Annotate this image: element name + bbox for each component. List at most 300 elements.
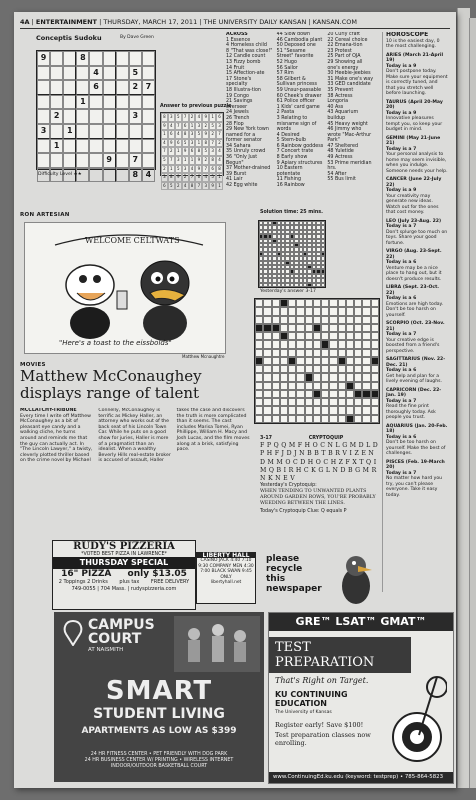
sudoku-cell	[50, 124, 63, 139]
puzzle-square	[371, 365, 379, 373]
sudoku-cell	[63, 109, 76, 124]
puzzle-square	[354, 373, 362, 381]
liberty-showtimes: CASINO JACK 4:40 7:10 9:30 COMPANY MEN 4:30 7:00 BLACK SWAN 9:45 ONLY	[198, 558, 254, 580]
puzzle-square	[272, 349, 280, 357]
puzzle-square	[263, 382, 271, 390]
crossword-clue: 31 Make one's way	[327, 76, 374, 82]
puzzle-square	[255, 398, 263, 406]
puzzle-square	[371, 332, 379, 340]
puzzle-square	[346, 365, 354, 373]
puzzle-square	[346, 340, 354, 348]
puzzle-square	[362, 382, 370, 390]
across-title: ACROSS	[226, 32, 248, 37]
puzzle-square	[272, 357, 280, 365]
puzzle-square	[263, 316, 271, 324]
crossword-clue: 44 Slow down	[276, 32, 310, 37]
puzzle-square	[272, 415, 280, 423]
sudoku-cell: 9	[37, 51, 50, 66]
sign-name: TAURUS (April 20-May 20)	[386, 99, 443, 110]
ku-org-sub: The University of Kansas	[275, 710, 332, 715]
sign-text: Get help and plan for a lively evening of laughs.	[386, 373, 442, 384]
crossword-clue: 17 Stone's specialty	[226, 76, 252, 88]
answer-cell: 9	[161, 122, 168, 131]
recycle-line-4: newspaper	[266, 584, 322, 594]
puzzle-square	[321, 307, 329, 315]
puzzle-square	[338, 415, 346, 423]
puzzle-square	[255, 373, 263, 381]
puzzle-square	[354, 307, 362, 315]
horoscope-entry	[386, 388, 448, 421]
cryptoquip-answer-label: Yesterday's Cryptoquip:	[260, 483, 317, 489]
sudoku-cell	[89, 153, 102, 168]
answer-cell: 3	[168, 113, 175, 122]
answer-cell: 9	[182, 147, 189, 156]
puzzle-square	[313, 390, 321, 398]
campus-name-1: CAMPUS	[88, 617, 155, 633]
article-section: MOVIES	[20, 362, 46, 368]
sudoku-answer-grid	[160, 112, 224, 188]
sign-text: No matter how hard you try, you can't please everyone. Take it easy today.	[386, 476, 443, 498]
sudoku-cell	[116, 66, 129, 81]
crossword-clue: 22 Cereal choice	[327, 37, 368, 43]
campus-price: APARTMENTS AS LOW AS $399	[81, 726, 237, 736]
puzzle-square	[263, 299, 271, 307]
sudoku-cell	[50, 80, 63, 95]
puzzle-square	[296, 299, 304, 307]
answer-cell: 3	[209, 147, 216, 156]
sudoku-cell	[63, 51, 76, 66]
sudoku-cell: 7	[129, 153, 142, 168]
answer-cell: 2	[202, 156, 209, 165]
answer-cell: 3	[189, 130, 196, 139]
crossword-clue: 33 GED candidate	[327, 82, 371, 88]
puzzle-square	[313, 382, 321, 390]
article-text: Every time I write off Matthew McConaughey as a bit of pleasant eye candy and a walking cliche, he turns around and reminds me that the guy can actually act. In "The Lincoln Lawyer," a twisty, cleverly plotted thriller based on the crime novel by Michael Connelly, McConaughey is terrific as Mickey Haller, an attorney who works out of the back seat of his Lincoln Town Car. While he puts on a good show for juries, Haller is more of a pragmatist than an idealist. When a wealthy Beverly Hills real-estate broker is accused of assault, Haller takes the case and discovers the truth is more complicated than it seems. The cast includes Marisa Tomei, Ryan Phillippe, William H. Macy and Josh Lucas, and the film moves along at a brisk, satisfying pace.	[20, 408, 250, 464]
puzzle-square	[313, 340, 321, 348]
puzzle-square	[329, 316, 337, 324]
puzzle-square	[305, 382, 313, 390]
puzzle-square	[362, 398, 370, 406]
puzzle-square	[354, 365, 362, 373]
sudoku-cell	[37, 139, 50, 154]
sign-name: VIRGO (Aug. 23-Sept. 22)	[386, 249, 442, 260]
puzzle-square	[362, 373, 370, 381]
sudoku-cell	[103, 124, 116, 139]
puzzle-square	[288, 340, 296, 348]
sign-name: SAGITTARIUS (Nov. 22-Dec. 21)	[386, 357, 446, 368]
crossword-clue: 53 Prime meridian hrs.	[327, 160, 372, 172]
puzzle-square	[321, 373, 329, 381]
sudoku-cell	[89, 109, 102, 124]
answer-cell: 8	[195, 147, 202, 156]
horoscope-entry	[386, 219, 448, 247]
page-number: 4A	[20, 18, 30, 26]
crossword-clue: 10 Eastern potentate	[276, 166, 303, 177]
sign-name: LEO (July 23-Aug. 22)	[386, 218, 442, 224]
answer-cell: 9	[175, 173, 182, 182]
puzzle-square	[255, 357, 263, 365]
puzzle-square	[354, 340, 362, 348]
sign-rating: Today is a 6	[386, 296, 417, 301]
answer-cell: 6	[182, 122, 189, 131]
sudoku-cell	[76, 153, 89, 168]
sudoku-cell	[142, 66, 155, 81]
paper-site: KANSAN.COM	[312, 18, 357, 26]
puzzle-square	[371, 373, 379, 381]
crossword-clue: 42 Egg white	[226, 183, 258, 189]
article-body	[20, 408, 250, 534]
puzzle-square	[272, 307, 280, 315]
puzzle-square	[338, 307, 346, 315]
puzzle-square	[329, 299, 337, 307]
horoscope-entry	[386, 460, 448, 499]
rudys-delivery: FREE DELIVERY	[150, 579, 190, 585]
crossword-clue: 21 Savings overseer	[226, 99, 253, 110]
answer-cell: 5	[175, 113, 182, 122]
answer-cell: 9	[195, 165, 202, 174]
crossword-clue: 23 Protest	[327, 48, 352, 54]
answer-cell: 5	[175, 165, 182, 174]
sudoku-cell: 2	[129, 80, 142, 95]
puzzle-square	[362, 299, 370, 307]
sudoku-cell	[142, 109, 155, 124]
answer-cell: 3	[161, 173, 168, 182]
puzzle-square	[272, 365, 280, 373]
puzzle-square	[313, 349, 321, 357]
sudoku-cell	[116, 109, 129, 124]
clue-list	[226, 32, 374, 189]
issue-date: THURSDAY, MARCH 17, 2011	[103, 18, 198, 26]
campus-court-ad[interactable]	[54, 612, 264, 782]
crossword-clue: 51 "Sesame Street" favorite	[276, 48, 314, 60]
horoscope-entry	[386, 357, 448, 385]
answer-cell: 8	[202, 139, 209, 148]
sudoku-cell	[129, 51, 142, 66]
sudoku-cell	[50, 95, 63, 110]
puzzle-square	[329, 398, 337, 406]
sudoku-cell	[129, 139, 142, 154]
puzzle-square	[313, 324, 321, 332]
sudoku-cell	[142, 95, 155, 110]
puzzle-square	[329, 390, 337, 398]
ku-url[interactable]: www.ContinuingEd.ku.edu (keyword: testprep) • 785-864-5823	[269, 772, 453, 783]
puzzle-square	[329, 340, 337, 348]
puzzle-square	[338, 340, 346, 348]
puzzle-square	[272, 340, 280, 348]
crossword-clue: 26 Trench	[226, 115, 250, 121]
crossword-clue: 54 After	[327, 171, 347, 177]
puzzle-square	[346, 332, 354, 340]
test-names: GRE™ LSAT™ GMAT™	[269, 613, 453, 631]
yesterday-crossword-grid	[258, 220, 326, 288]
sudoku-cell: 9	[103, 153, 116, 168]
puzzle-square	[313, 307, 321, 315]
puzzle-square	[272, 390, 280, 398]
sign-text: Your creative edge is boosted from a friend's perspective.	[386, 337, 440, 354]
stacked-page-edge-back	[469, 18, 476, 788]
sudoku-cell	[103, 95, 116, 110]
answer-cell: 8	[168, 173, 175, 182]
rudys-price-note: plus tax	[119, 579, 140, 585]
crossword-clue: 36 "Only Just Begun"	[226, 155, 258, 166]
puzzle-square	[321, 382, 329, 390]
sudoku-cell: 8	[129, 168, 142, 183]
answer-cell: 7	[202, 165, 209, 174]
answer-cell: 6	[161, 182, 168, 191]
puzzle-square	[338, 382, 346, 390]
sign-name: PISCES (Feb. 19-March 20)	[386, 459, 445, 470]
crossword-clue: 7 Concert trate	[276, 149, 314, 155]
puzzle-square	[296, 307, 304, 315]
register-cta: Register early! Save $100!	[275, 721, 364, 729]
answer-cell: 2	[189, 113, 196, 122]
sign-name: ARIES (March 21-April 19)	[386, 52, 444, 63]
map-pin-icon	[60, 620, 86, 646]
cartoon-caption: "Here's a toast to the eissbolds"	[59, 339, 172, 347]
liberty-site: libertyhall.net	[210, 580, 242, 586]
answer-cell: 1	[182, 156, 189, 165]
answer-cell: 4	[216, 147, 223, 156]
sudoku-cell: 6	[89, 80, 102, 95]
crossword-clue: 15 Affection-ate	[226, 71, 265, 77]
puzzle-square	[354, 390, 362, 398]
puzzle-square	[288, 406, 296, 414]
cryptoquip-clue: Today's Cryptoquip Clue: Q equals P	[260, 509, 347, 515]
recycle-line-2: recycle	[266, 564, 303, 574]
cartoon-banner: WELCOME CELTWATS	[85, 236, 180, 245]
puzzle-square	[255, 332, 263, 340]
crossword-clue: 58 Gilbert & Sullivan princess	[276, 76, 318, 88]
students-photo	[174, 616, 260, 672]
horoscope-signs	[386, 53, 448, 499]
answer-cell: 2	[161, 165, 168, 174]
answer-cell: 3	[216, 122, 223, 131]
crossword-clue: 12 Candle count	[226, 54, 266, 60]
crossword-clue: 29 Showing all one's energy	[327, 59, 363, 71]
puzzle-square	[280, 382, 288, 390]
answer-cell: 9	[168, 139, 175, 148]
puzzle-square	[329, 373, 337, 381]
puzzle-square	[346, 415, 354, 423]
puzzle-square	[296, 373, 304, 381]
sudoku-cell	[89, 124, 102, 139]
puzzle-square	[362, 307, 370, 315]
puzzle-square	[296, 316, 304, 324]
cryptoquip-code: F P Q Q M F H O C N L G M D L D P H F J D J N B B T B R V I Z E N D M M O C D H O C H Z F X T Q I M Q B I R H C K G L N D B G M R N K N E V	[260, 442, 379, 483]
puzzle-square	[371, 415, 379, 423]
movie-article-header	[20, 362, 250, 402]
puzzle-square	[280, 316, 288, 324]
answer-cell: 6	[195, 173, 202, 182]
puzzle-square	[362, 415, 370, 423]
sudoku-cell	[50, 51, 63, 66]
crossword-clue: 14 Fruit	[226, 65, 245, 71]
sudoku-cell: 8	[76, 51, 89, 66]
puzzle-square	[296, 365, 304, 373]
puzzle-square	[296, 398, 304, 406]
puzzle-square	[305, 299, 313, 307]
puzzle-square	[255, 324, 263, 332]
sudoku-cell	[116, 124, 129, 139]
sign-text: Read the fine print thoroughly today. Ask people you trust.	[386, 404, 436, 420]
puzzle-square	[346, 349, 354, 357]
paper-name: THE UNIVERSITY DAILY KANSAN	[203, 18, 307, 26]
answer-cell: 2	[216, 139, 223, 148]
sudoku-cell: 7	[142, 80, 155, 95]
puzzle-square	[288, 299, 296, 307]
puzzle-square	[296, 349, 304, 357]
puzzle-square	[346, 373, 354, 381]
puzzle-square	[329, 332, 337, 340]
answer-cell: 1	[216, 182, 223, 191]
puzzle-square	[346, 398, 354, 406]
test-prep-title: TEST PREPARATION	[269, 637, 411, 673]
puzzle-square	[288, 382, 296, 390]
crossword-clue: 35 Prevent	[327, 87, 354, 93]
puzzle-square	[321, 398, 329, 406]
answer-cell: 3	[195, 122, 202, 131]
crossword-clue: 46 Jimmy who wrote "Mac-Arthur Park"	[327, 127, 372, 144]
sign-rating: Today is a 7	[386, 398, 417, 404]
answer-cell: 2	[202, 122, 209, 131]
classes-cta: Test preparation classes now enrolling.	[275, 731, 371, 747]
puzzle-square	[296, 390, 304, 398]
sign-name: CANCER (June 22-July 22)	[386, 177, 442, 188]
sign-name: LIBRA (Sept. 23-Oct. 22)	[386, 285, 440, 296]
sudoku-cell	[37, 80, 50, 95]
puzzle-square	[272, 398, 280, 406]
target-icon	[387, 657, 447, 767]
answer-label: Answer to previous puzzle	[160, 104, 232, 109]
answer-cell: 4	[168, 122, 175, 131]
answer-cell: 6	[175, 139, 182, 148]
crossword-clue: 59 Unsur-passable	[276, 87, 322, 93]
horoscope-entry	[386, 285, 448, 318]
puzzle-square	[280, 349, 288, 357]
puzzle-square	[313, 332, 321, 340]
puzzle-square	[263, 357, 271, 365]
answer-cell: 1	[209, 113, 216, 122]
sign-rating: Today is a 7	[386, 146, 417, 152]
sudoku-cell	[103, 66, 116, 81]
horoscope-entry	[386, 424, 448, 457]
puzzle-square	[321, 340, 329, 348]
puzzle-square	[263, 415, 271, 423]
horoscope-entry	[386, 100, 448, 133]
sudoku-cell	[63, 80, 76, 95]
recycle-line-1: please	[266, 554, 300, 564]
puzzle-square	[321, 365, 329, 373]
puzzle-square	[305, 398, 313, 406]
answer-cell: 9	[202, 113, 209, 122]
puzzle-square	[313, 299, 321, 307]
cartoon-title: RON ARTESIAN	[20, 212, 70, 218]
crossword-clue: 29 New York town named for a former senator	[226, 127, 269, 144]
puzzle-square	[263, 307, 271, 315]
puzzle-square	[305, 373, 313, 381]
answer-cell: 7	[175, 122, 182, 131]
puzzle-square	[321, 390, 329, 398]
campus-headline-1: SMART	[105, 676, 213, 706]
puzzle-square	[272, 332, 280, 340]
crossword-clue: 1 Kids' card game	[276, 104, 320, 110]
ku-org: KU CONTINUING EDUCATION	[275, 690, 348, 708]
sign-name: SCORPIO (Oct. 23-Nov. 21)	[386, 321, 445, 332]
sudoku-cell: 3	[37, 124, 50, 139]
puzzle-square	[321, 332, 329, 340]
puzzle-square	[338, 357, 346, 365]
puzzle-square	[338, 390, 346, 398]
rudys-item-detail: 2 Toppings 2 Drinks	[58, 579, 108, 585]
puzzle-square	[280, 307, 288, 315]
article-headline: Matthew McConaughey displays range of talent	[20, 367, 202, 402]
puzzle-square	[288, 307, 296, 315]
puzzle-square	[288, 373, 296, 381]
rudys-phone: 749-0055 | 704 Mass. | rudyspizzeria.com	[71, 586, 177, 592]
puzzle-square	[288, 398, 296, 406]
sign-text: Innovative pleasures tempt you, so keep your budget in mind.	[386, 116, 443, 132]
puzzle-square	[354, 406, 362, 414]
puzzle-square	[329, 365, 337, 373]
puzzle-square	[354, 349, 362, 357]
puzzle-square	[255, 340, 263, 348]
puzzle-square	[280, 357, 288, 365]
puzzle-square	[255, 406, 263, 414]
puzzle-square	[346, 307, 354, 315]
puzzle-square	[288, 357, 296, 365]
sudoku-cell	[76, 80, 89, 95]
puzzle-square	[346, 324, 354, 332]
crossword-clue: 13 Fizzy bomb	[226, 59, 261, 65]
puzzle-square	[280, 299, 288, 307]
crossword-clue: 28 Flop	[226, 121, 244, 127]
horoscope-entry	[386, 177, 448, 216]
answer-cell: 1	[168, 165, 175, 174]
answer-cell: 7	[189, 173, 196, 182]
rudys-pizzeria-ad[interactable]	[52, 540, 196, 610]
horoscope-entry	[386, 321, 448, 354]
puzzle-square	[272, 316, 280, 324]
answer-cell: 7	[161, 147, 168, 156]
puzzle-square	[338, 365, 346, 373]
puzzle-square	[305, 406, 313, 414]
puzzle-square	[305, 316, 313, 324]
liberty-name: LIBERTY HALL	[197, 553, 255, 558]
puzzle-square	[362, 365, 370, 373]
test-prep-ad[interactable]	[268, 612, 454, 784]
puzzle-square	[272, 382, 280, 390]
puzzle-square	[371, 349, 379, 357]
puzzle-square	[329, 357, 337, 365]
puzzle-square	[346, 390, 354, 398]
crossword-clue: 30 Heebie-jeebies	[327, 71, 371, 77]
sudoku-cell	[63, 95, 76, 110]
puzzle-square	[263, 365, 271, 373]
cryptoquip-answer: WHEN TENDING TO UNWANTED PLANTS AROUND GARDEN ROWS, YOU'RE PROBABLY WEEDING BETWEEN THE LINES.	[260, 489, 376, 507]
campus-features-2: 24 HR BUSINESS CENTER W/ PRINTING • WIRELESS INTERNET	[84, 758, 234, 763]
sudoku-byline: By Dave Green	[120, 35, 154, 40]
sudoku-cell: 1	[50, 139, 63, 154]
answer-cell: 5	[209, 122, 216, 131]
sign-name: CAPRICORN (Dec. 22-Jan. 19)	[386, 387, 442, 398]
sign-rating: Today is a 6	[386, 260, 417, 265]
puzzle-square	[329, 406, 337, 414]
liberty-hall-ad[interactable]	[196, 552, 256, 604]
puzzle-square	[305, 340, 313, 348]
sudoku-cell	[63, 153, 76, 168]
puzzle-square	[313, 357, 321, 365]
crossword-clue: 5 Stem-bulb	[276, 138, 306, 144]
